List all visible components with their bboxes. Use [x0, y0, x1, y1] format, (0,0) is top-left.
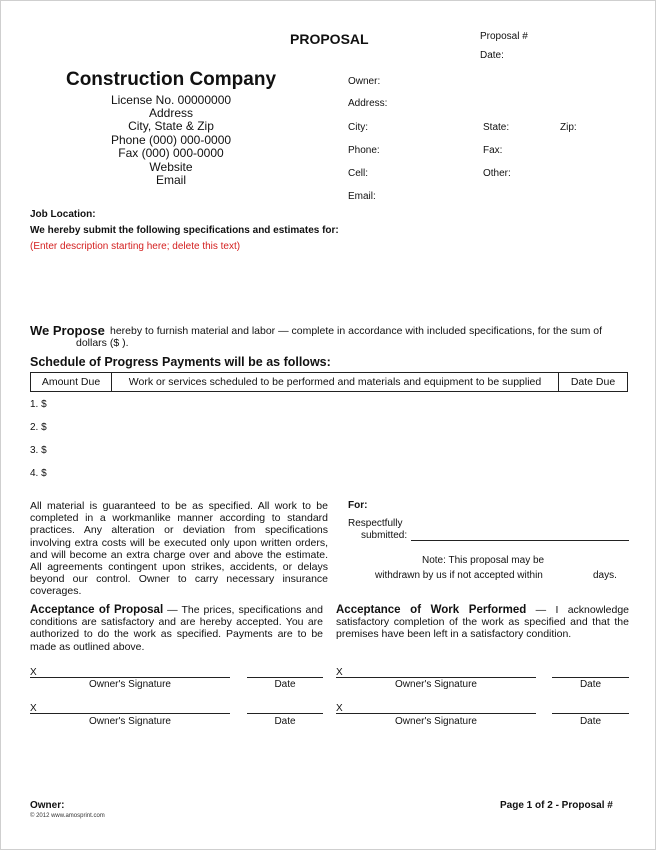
cell-field-label: Cell:	[348, 168, 369, 179]
company-license: License No. 00000000	[110, 93, 232, 107]
payment-item-4[interactable]: 4. $	[30, 468, 47, 479]
respectfully-label: Respectfully	[348, 518, 403, 529]
city-field-label: City:	[348, 122, 368, 133]
acceptance-work-heading: Acceptance of Work Performed	[336, 604, 527, 616]
company-name: Construction Company	[65, 69, 277, 90]
schedule-table	[30, 372, 628, 392]
state-field-label: State:	[483, 122, 510, 133]
note-line-2: withdrawn by us if not accepted within	[375, 570, 543, 581]
we-propose-heading: We Propose	[30, 323, 105, 338]
payment-item-3[interactable]: 3. $	[30, 445, 47, 456]
page-title: PROPOSAL	[290, 31, 369, 47]
submitted-signature-line[interactable]	[411, 540, 629, 541]
company-fax: Fax (000) 000-0000	[118, 146, 224, 160]
acceptance-proposal-heading: Acceptance of Proposal	[30, 604, 164, 616]
date-label-4: Date	[579, 716, 602, 727]
other-field-label: Other:	[483, 168, 511, 179]
schedule-heading: Schedule of Progress Payments will be as follows:	[30, 355, 331, 369]
payment-item-2[interactable]: 2. $	[30, 422, 47, 433]
fax-field-label: Fax:	[483, 145, 503, 156]
schedule-header-row	[31, 373, 628, 392]
company-website: Website	[149, 160, 193, 174]
date-label: Date:	[480, 50, 504, 61]
footer-copyright: © 2012 www.amosprint.com	[30, 813, 105, 819]
company-phone: Phone (000) 000-0000	[110, 133, 232, 147]
date-label-3: Date	[579, 679, 602, 690]
job-location-label: Job Location:	[30, 209, 96, 220]
description-placeholder[interactable]: (Enter description starting here; delete this text)	[30, 241, 241, 252]
company-email: Email	[155, 173, 186, 187]
owner-signature-line-1[interactable]	[30, 677, 230, 678]
owner-field-label: Owner:	[348, 76, 381, 87]
signature-x-1: X	[30, 667, 37, 678]
column-work-description: Work or services scheduled to be performed and materials and equipment to be supplied	[112, 373, 559, 392]
signature-x-4: X	[336, 703, 343, 714]
date-label-2: Date	[274, 716, 296, 727]
zip-field-label: Zip:	[560, 122, 577, 133]
acceptance-work-block	[336, 604, 629, 641]
acceptance-proposal-text: — The prices, specifications and conditions are satisfactory and are hereby accepted. You are authorized to do the work as specified. Payments are to be made as outlined above.	[30, 604, 323, 653]
acceptance-proposal-block	[30, 604, 323, 653]
owner-signature-line-3[interactable]	[336, 677, 536, 678]
owner-signature-label-2: Owner's Signature	[89, 716, 171, 727]
owner-signature-label-1: Owner's Signature	[89, 679, 171, 690]
email-field-label: Email:	[348, 191, 376, 202]
company-city: City, State & Zip	[128, 119, 214, 133]
column-amount-due: Amount Due	[31, 373, 112, 392]
submitted-label: submitted:	[361, 530, 408, 541]
owner-signature-line-2[interactable]	[30, 713, 230, 714]
company-address: Address	[148, 106, 194, 120]
footer-owner-label: Owner:	[30, 800, 65, 811]
date-line-1[interactable]	[247, 677, 323, 678]
phone-field-label: Phone:	[348, 145, 380, 156]
dollars-amount[interactable]: dollars ($ ).	[76, 337, 129, 349]
payment-item-1[interactable]: 1. $	[30, 399, 47, 410]
column-date-due: Date Due	[559, 373, 628, 392]
date-line-3[interactable]	[552, 677, 629, 678]
terms-paragraph: All material is guaranteed to be as specified. All work to be completed in a workmanlike manner according to standard practices. Any alteration or deviation from specifications involving extra costs will be executed only upon written orders, and will become an extra charge over and above the estimate. All agreements contingent upon strikes, accidents, or delays beyond our control. Owner to carry necessary insurance coverages.	[30, 500, 328, 598]
signature-x-2: X	[30, 703, 37, 714]
note-line-1: Note: This proposal may be	[422, 555, 545, 566]
signature-x-3: X	[336, 667, 343, 678]
date-line-4[interactable]	[552, 713, 629, 714]
owner-signature-label-4: Owner's Signature	[395, 716, 477, 727]
we-propose-text: hereby to furnish material and labor — complete in accordance with included specifications, for the sum of	[110, 325, 603, 337]
owner-signature-line-4[interactable]	[336, 713, 536, 714]
owner-signature-label-3: Owner's Signature	[395, 679, 477, 690]
acceptance-work-text: — I acknowledge satisfactory completion of the work as specified and that the premises have been left in a satisfactory condition.	[336, 604, 630, 641]
address-field-label: Address:	[348, 98, 388, 109]
date-label-1: Date	[274, 679, 296, 690]
date-line-2[interactable]	[247, 713, 323, 714]
note-days: days.	[593, 570, 617, 581]
submit-text: We hereby submit the following specifications and estimates for:	[30, 225, 339, 236]
footer-page-number: Page 1 of 2 - Proposal #	[500, 800, 613, 811]
for-label: For:	[348, 500, 368, 511]
proposal-number-label: Proposal #	[480, 31, 528, 42]
